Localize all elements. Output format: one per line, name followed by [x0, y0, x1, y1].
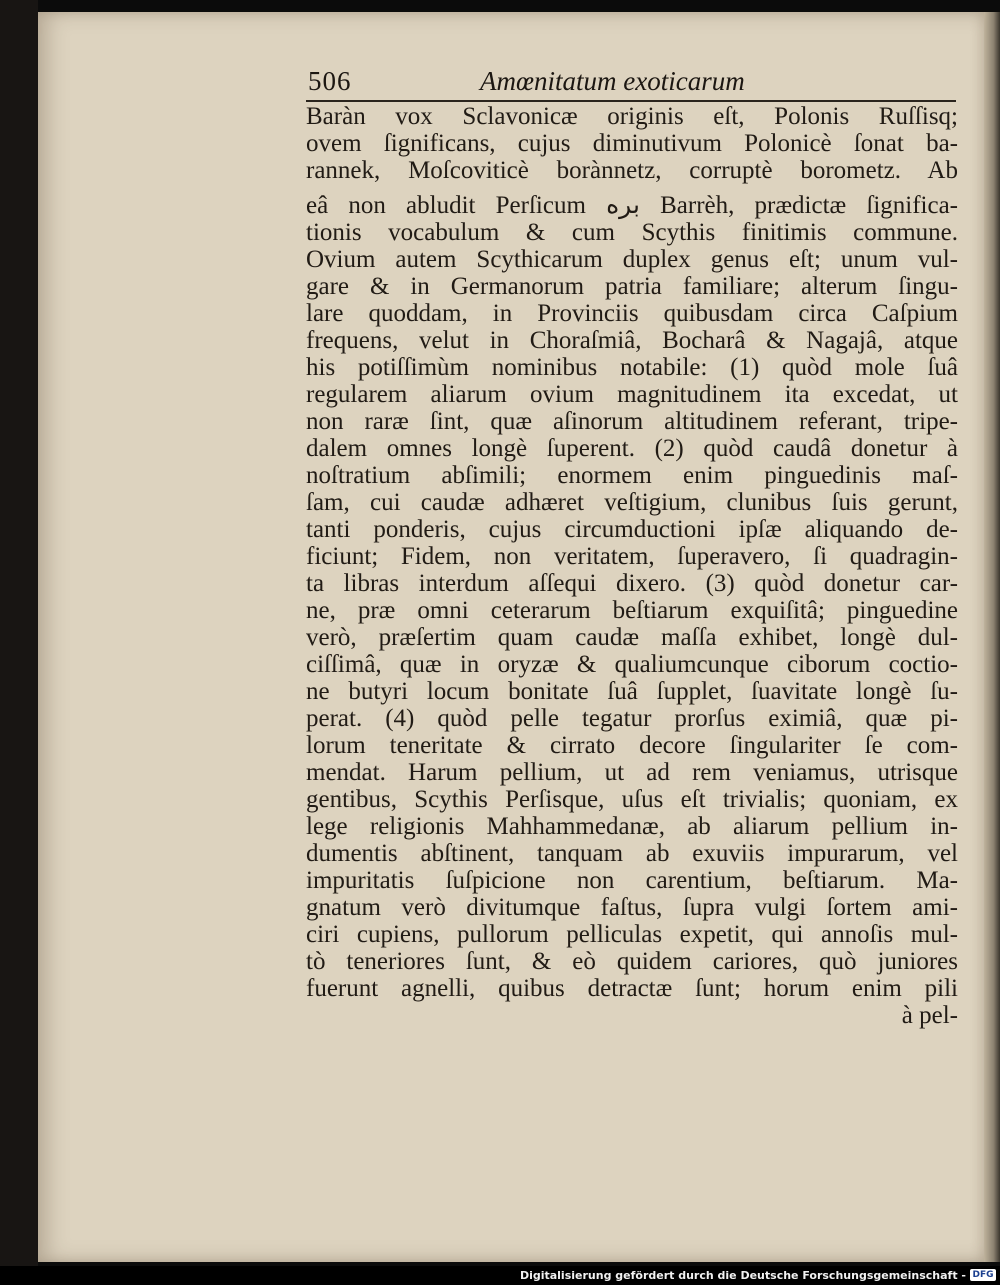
- text-line: ne butyri locum bonitate ſuâ ſupplet, ſuavitate longè ſu-: [306, 678, 958, 705]
- digitization-footer: [0, 1266, 1000, 1285]
- text-line: impuritatis ſuſpicione non carentium, beſtiarum. Ma-: [306, 867, 958, 894]
- page-number: 506: [308, 66, 352, 96]
- text-line: dumentis abſtinent, tanquam ab exuviis impurarum, vel: [306, 840, 958, 867]
- text-line: ta libras interdum aſſequi dixero. (3) quòd donetur car-: [306, 570, 958, 597]
- text-line: frequens, velut in Choraſmiâ, Bocharâ & Nagajâ, atque: [306, 327, 958, 354]
- text-line: ciri cupiens, pullorum pelliculas expetit, qui annoſis mul-: [306, 921, 958, 948]
- text-line: lare quoddam, in Provinciis quibusdam circa Caſpium: [306, 300, 958, 327]
- page-edge-shadow: [984, 12, 1000, 1262]
- text-line: tò teneriores ſunt, & eò quidem cariores, quò juniores: [306, 948, 958, 975]
- scan-left-border: [0, 0, 38, 1266]
- body-text: [306, 103, 958, 1029]
- running-header: [306, 66, 956, 102]
- text-line: ne, præ omni ceterarum beſtiarum exquiſitâ; pinguedine: [306, 597, 958, 624]
- text-line: gare & in Germanorum patria familiare; alterum ſingu-: [306, 273, 958, 300]
- dfg-logo: DFG: [970, 1269, 996, 1281]
- text-line: lorum teneritate & cirrato decore ſingulariter ſe com-: [306, 732, 958, 759]
- text-line: rannek, Moſcoviticè borànnetz, corruptè borometz. Ab: [306, 157, 958, 184]
- text-line: fuerunt agnelli, quibus detractæ ſunt; horum enim pili: [306, 975, 958, 1002]
- text-line: tionis vocabulum & cum Scythis finitimis commune.: [306, 219, 958, 246]
- text-line: regularem aliarum ovium magnitudinem ita excedat, ut: [306, 381, 958, 408]
- catchword: à pel-: [901, 1002, 958, 1029]
- text-line: ciſſimâ, quæ in oryzæ & qualiumcunque ciborum coctio-: [306, 651, 958, 678]
- text-line: his potiſſimùm nominibus notabile: (1) quòd mole ſuâ: [306, 354, 958, 381]
- text-line: ſam, cui caudæ adhæret veſtigium, clunibus ſuis gerunt,: [306, 489, 958, 516]
- text-line: lege religionis Mahhammedanæ, ab aliarum pellium in-: [306, 813, 958, 840]
- text-line: mendat. Harum pellium, ut ad rem veniamus, utrisque: [306, 759, 958, 786]
- text-line: Baràn vox Sclavonicæ originis eſt, Polonis Ruſſisq;: [306, 103, 958, 130]
- text-line: noſtratium abſimili; enormem enim pinguedinis maſ-: [306, 462, 958, 489]
- text-line: verò, præſertim quam caudæ maſſa exhibet, longè dul-: [306, 624, 958, 651]
- running-title: Amœnitatum exoticarum: [480, 66, 745, 96]
- text-line: dalem omnes longè ſuperent. (2) quòd caudâ donetur à: [306, 435, 958, 462]
- header-rule: [306, 100, 956, 102]
- text-line: ficiunt; Fidem, non veritatem, ſuperavero, ſi quadragin-: [306, 543, 958, 570]
- text-line: ovem ſignificans, cujus diminutivum Polonicè ſonat ba-: [306, 130, 958, 157]
- text-line: gentibus, Scythis Perſisque, uſus eſt trivialis; quoniam, ex: [306, 786, 958, 813]
- text-line: perat. (4) quòd pelle tegatur prorſus eximiâ, quæ pi-: [306, 705, 958, 732]
- text-line: non raræ ſint, quæ aſinorum altitudinem referant, tripe-: [306, 408, 958, 435]
- text-line: eâ non abludit Perſicum بره Barrèh, prædictæ ſignifica-: [306, 192, 959, 219]
- text-line: Ovium autem Scythicarum duplex genus eſt; unum vul-: [306, 246, 958, 273]
- text-line: tanti ponderis, cujus circumductioni ipſæ aliquando de-: [306, 516, 958, 543]
- text-line: gnatum verò divitumque faſtus, ſupra vulgi ſortem ami-: [306, 894, 958, 921]
- funding-credit: Digitalisierung gefördert durch die Deutsche Forschungsgemeinschaft -: [519, 1269, 966, 1282]
